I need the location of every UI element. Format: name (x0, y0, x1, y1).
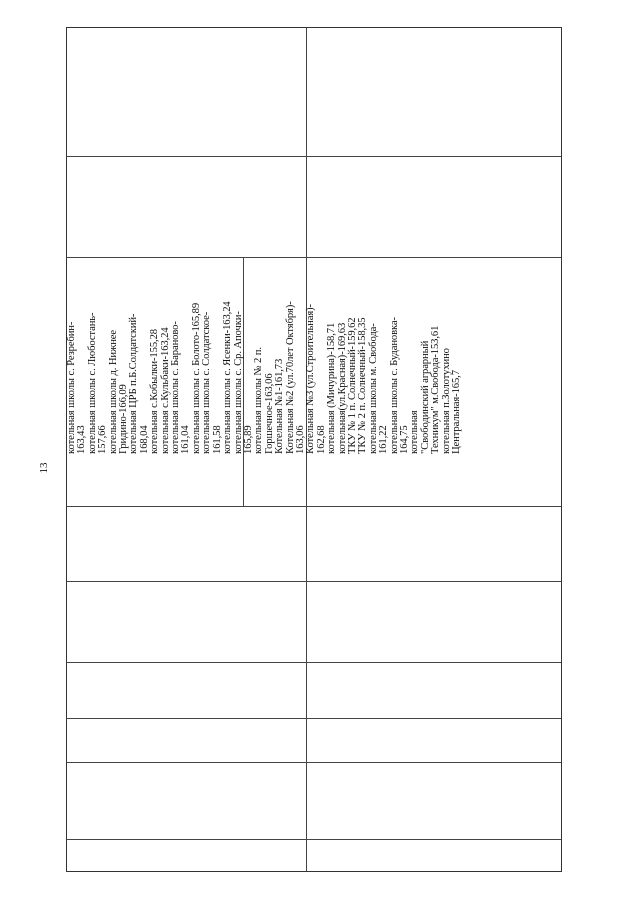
boiler-line: котельная (409, 410, 421, 454)
boiler-line: ТКУ № 2 п. Солнечный-158,35 (357, 317, 369, 454)
boiler-line: котельная школы д. Нижнее (107, 330, 119, 454)
boiler-line: котельная(ул.Красная)-169,63 (336, 322, 348, 454)
table-divider (67, 762, 561, 763)
boiler-line: 162,68 (315, 425, 327, 454)
page-number: 13 (38, 462, 50, 474)
boiler-line: Гридино-166,09 (118, 384, 130, 454)
boiler-line: "Свободинский аграрный (419, 340, 431, 454)
boiler-line: котельная школы м. Свобода- (367, 323, 379, 454)
boiler-list (66, 258, 463, 454)
boiler-line: Техникум" м.Свобода-153,61 (430, 325, 442, 454)
boiler-line: котельная (Мичурина)-158,71 (326, 322, 338, 454)
boiler-line: котельная школы с. Резребин- (66, 321, 77, 454)
boiler-line: котельная с.Кульбаки-163,24 (159, 327, 171, 454)
boiler-line: Центральная-165,7 (451, 370, 463, 454)
table-divider (67, 506, 561, 507)
boiler-line: котельная школы № 2 п. (253, 347, 265, 454)
boiler-line: 157,66 (97, 425, 109, 454)
boiler-line: 161,58 (211, 425, 223, 454)
boiler-list-cell (66, 258, 463, 454)
boiler-line: котельная школы с. Любостань- (86, 312, 98, 454)
boiler-line: Котельная №1-161,73 (274, 358, 286, 454)
boiler-line: котельная ЦРБ п.Б.Солдатский- (128, 313, 140, 454)
boiler-line: 161,22 (378, 425, 390, 454)
boiler-line: 163,43 (76, 425, 88, 454)
boiler-line: котельная п.Золотухино (440, 348, 452, 454)
table-divider (67, 662, 561, 663)
boiler-line: 164,75 (399, 425, 410, 454)
boiler-line: Горшечное-163,06 (263, 373, 275, 454)
boiler-line: Котельная №3 (ул.Строительная)- (305, 304, 317, 454)
boiler-line: 165,89 (242, 425, 254, 454)
boiler-line: котельная школы с. Болото-165,89 (190, 302, 202, 454)
boiler-line: 161,04 (180, 425, 192, 454)
boiler-line: котельная школы с. Ср. Апочки- (232, 311, 244, 454)
boiler-line: котельная школы с. Солдатское- (201, 311, 213, 454)
boiler-line: котельная с.Кобылки-155,28 (149, 329, 161, 454)
table-divider (67, 156, 561, 157)
boiler-line: котельная школы с. Бараново- (170, 321, 182, 454)
boiler-line: 163,06 (294, 425, 306, 454)
table-divider (67, 718, 561, 719)
table-divider (67, 839, 561, 840)
boiler-line: котельная школы с. Будановка- (388, 317, 400, 454)
boiler-line: котельная школы с. Ясенки-163,24 (222, 301, 234, 454)
boiler-line: ТКУ № 1 п. Солнечный-159,62 (346, 317, 358, 454)
boiler-line: 168,04 (138, 425, 150, 454)
boiler-line: Котельная №2 (ул.70лет Октября)- (284, 301, 296, 454)
table-divider (67, 581, 561, 582)
